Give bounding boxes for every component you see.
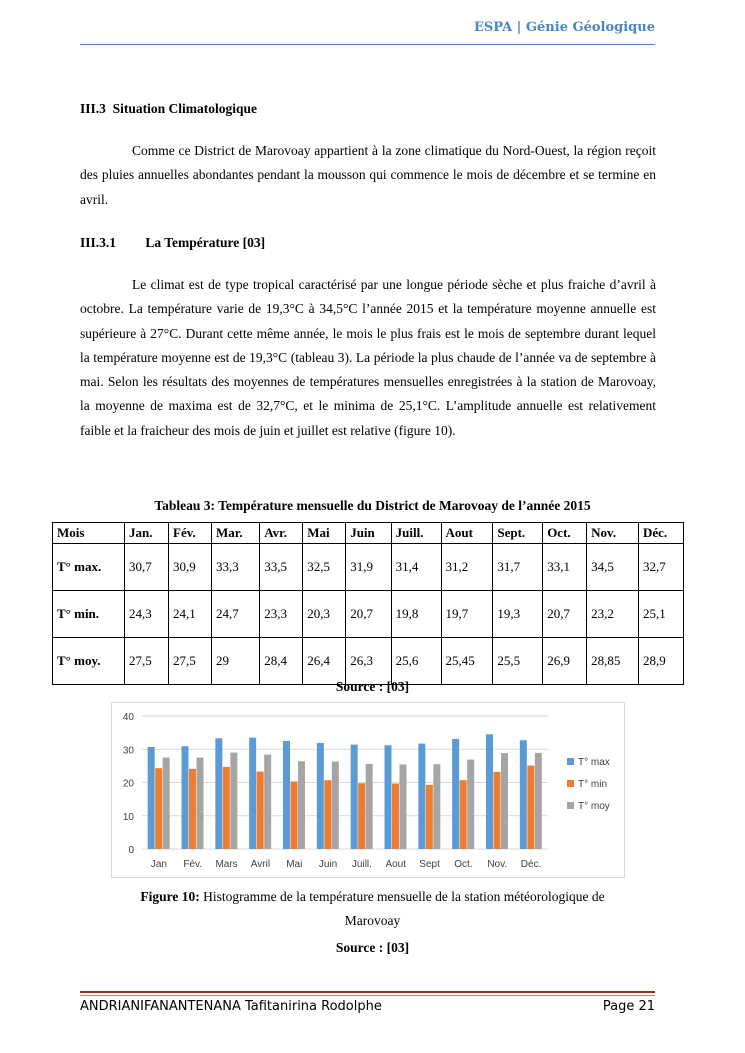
bar (283, 741, 290, 849)
table-header-cell: Fév. (169, 523, 212, 544)
table-cell: 31,4 (391, 544, 441, 591)
table-row (53, 638, 684, 685)
bar (467, 760, 474, 849)
subsection-number: III.3.1 (80, 235, 117, 250)
bar (486, 734, 493, 849)
bar (358, 783, 365, 849)
bar (257, 772, 264, 849)
intro-text: Comme ce District de Marovoay appartient à la zone climatique du Nord-Ouest, la région reçoit des pluies annuelles abondantes pendant la mousson qui commence le mois de décembre et se termine en avril. (80, 143, 656, 207)
bar (163, 758, 170, 849)
table-header-cell: Déc. (638, 523, 683, 544)
table-cell: 19,8 (391, 591, 441, 638)
x-tick-label: Mai (286, 859, 303, 870)
x-tick-label: Déc. (520, 859, 542, 870)
table-cell: 30,7 (125, 544, 169, 591)
bar (189, 769, 196, 849)
table-header-cell: Avr. (260, 523, 303, 544)
footer-divider-thin (80, 995, 655, 996)
temperature-chart-frame (111, 702, 625, 878)
table-cell: 27,5 (169, 638, 212, 685)
bar (155, 768, 162, 849)
section-heading (80, 101, 257, 117)
table-cell: 30,9 (169, 544, 212, 591)
bar (494, 772, 501, 849)
table-cell: 26,4 (303, 638, 346, 685)
table-row-label: T° max. (53, 544, 125, 591)
footer-divider (80, 991, 655, 993)
table-cell: 31,9 (346, 544, 391, 591)
table-cell: 33,5 (260, 544, 303, 591)
legend-swatch (567, 780, 574, 787)
bar (520, 740, 527, 849)
figure-caption (100, 885, 645, 933)
bar (527, 766, 534, 849)
table-header-cell: Mois (53, 523, 125, 544)
table-header-cell: Mar. (212, 523, 260, 544)
header-divider (80, 44, 655, 45)
table-header-cell: Sept. (493, 523, 543, 544)
table-cell: 27,5 (125, 638, 169, 685)
figure-caption-line2: Marovoay (344, 913, 401, 928)
footer-page-number: Page 21 (602, 999, 655, 1014)
bar (298, 761, 305, 849)
bar (332, 762, 339, 849)
temperature-text: Le climat est de type tropical caractérisé par une longue période sèche et plus fraiche d’avril à octobre. La température varie de 19,3°C à 34,5°C l’année 2015 et la température moyenne annuelle est supérieure à 27°C. Durant cette même année, le mois le plus frais est le mois de septembre durant lequel la température moyenne est de 19,3°C (tableau 3). La période la plus chaude de l’année va de septembre à mai. Selon les résultats des moyennes de températures mensuelles enregistrées à la station de Marovoay, la moyenne de maxima est de 32,7°C, et le minima de 25,1°C. L’amplitude annuelle est relativement faible et la fraicheur des mois de juin et juillet est relative (figure 10). (80, 277, 656, 438)
bar (249, 738, 256, 849)
table-cell: 20,7 (543, 591, 587, 638)
bar (148, 747, 155, 849)
y-tick-label: 10 (122, 811, 134, 823)
table-cell: 28,85 (587, 638, 639, 685)
subsection-heading (80, 235, 265, 251)
y-tick-label: 40 (122, 712, 134, 723)
table-cell: 19,7 (441, 591, 493, 638)
section-title: Situation Climatologique (112, 101, 258, 116)
legend-swatch (567, 758, 574, 765)
bar (385, 745, 392, 849)
figure-source: Source : [03] (335, 940, 410, 955)
x-tick-label: Mars (215, 859, 238, 870)
table-cell: 33,1 (543, 544, 587, 591)
table-row (53, 591, 684, 638)
section-number: III.3 (80, 101, 106, 116)
x-tick-label: Juin (318, 859, 338, 870)
temperature-table (52, 522, 684, 685)
bar (351, 745, 358, 849)
table-header-cell: Aout (441, 523, 493, 544)
y-tick-label: 0 (128, 845, 134, 856)
legend-swatch (567, 802, 574, 809)
y-tick-label: 20 (122, 778, 134, 790)
table-cell: 33,3 (212, 544, 260, 591)
table-cell: 25,1 (638, 591, 683, 638)
table-cell: 23,3 (260, 591, 303, 638)
bar (182, 746, 189, 849)
bar (223, 767, 230, 849)
x-tick-label: Nov. (487, 859, 508, 870)
legend-label: T° min (578, 779, 607, 790)
x-tick-label: Jan (150, 859, 167, 870)
subsection-title: La Température [03] (145, 235, 266, 250)
x-tick-label: Oct. (454, 859, 473, 870)
table-cell: 25,45 (441, 638, 493, 685)
table-cell: 29 (212, 638, 260, 685)
bar (317, 743, 324, 849)
x-tick-label: Aout (385, 859, 407, 870)
table-cell: 34,5 (587, 544, 639, 591)
table-caption: Tableau 3: Température mensuelle du District de Marovoay de l’année 2015 (154, 498, 591, 513)
bar (501, 753, 508, 849)
x-tick-label: Fév. (183, 859, 203, 870)
bar (426, 785, 433, 849)
table-header-cell: Jan. (125, 523, 169, 544)
temperature-bar-chart (112, 703, 624, 877)
table-cell: 31,2 (441, 544, 493, 591)
bar (392, 783, 399, 849)
temperature-paragraph (80, 273, 656, 443)
table-cell: 26,9 (543, 638, 587, 685)
intro-paragraph (80, 139, 656, 212)
bar (264, 755, 271, 849)
table-cell: 25,5 (493, 638, 543, 685)
table-cell: 31,7 (493, 544, 543, 591)
bar (324, 780, 331, 849)
table-cell: 32,7 (638, 544, 683, 591)
table-cell: 24,1 (169, 591, 212, 638)
bar (230, 753, 237, 849)
footer-author: ANDRIANIFANANTENANA Tafitanirina Rodolphe (80, 999, 382, 1014)
x-tick-label: Sept (419, 859, 440, 870)
table-cell: 25,6 (391, 638, 441, 685)
bar (215, 738, 222, 849)
table-header-cell: Oct. (543, 523, 587, 544)
bar (433, 764, 440, 849)
x-tick-label: Juill. (351, 859, 372, 870)
running-header: ESPA | Génie Géologique (473, 20, 655, 35)
bar (460, 780, 467, 849)
bar (366, 764, 373, 849)
bar (535, 753, 542, 849)
table-cell: 23,2 (587, 591, 639, 638)
x-tick-label: Avril (250, 859, 271, 870)
bar (291, 782, 298, 849)
table-cell: 20,3 (303, 591, 346, 638)
legend-label: T° max (578, 757, 610, 768)
table-header-cell: Nov. (587, 523, 639, 544)
table-cell: 28,9 (638, 638, 683, 685)
table-cell: 20,7 (346, 591, 391, 638)
table-header-row (53, 523, 684, 544)
table-cell: 28,4 (260, 638, 303, 685)
table-cell: 24,3 (125, 591, 169, 638)
table-header-cell: Mai (303, 523, 346, 544)
legend-label: T° moy (578, 801, 610, 812)
table-row-label: T° min. (53, 591, 125, 638)
table-row-label: T° moy. (53, 638, 125, 685)
y-tick-label: 30 (122, 745, 134, 757)
bar (197, 758, 204, 849)
table-source: Source : [03] (335, 679, 410, 694)
bar (452, 739, 459, 849)
bar (418, 744, 425, 849)
figure-label: Figure 10: (140, 889, 200, 904)
table-header-cell: Juill. (391, 523, 441, 544)
table-row (53, 544, 684, 591)
table-cell: 24,7 (212, 591, 260, 638)
table-cell: 19,3 (493, 591, 543, 638)
table-cell: 32,5 (303, 544, 346, 591)
table-cell: 26,3 (346, 638, 391, 685)
figure-caption-line1: Histogramme de la température mensuelle de la station météorologique de (203, 889, 605, 904)
table-header-cell: Juin (346, 523, 391, 544)
bar (400, 764, 407, 849)
